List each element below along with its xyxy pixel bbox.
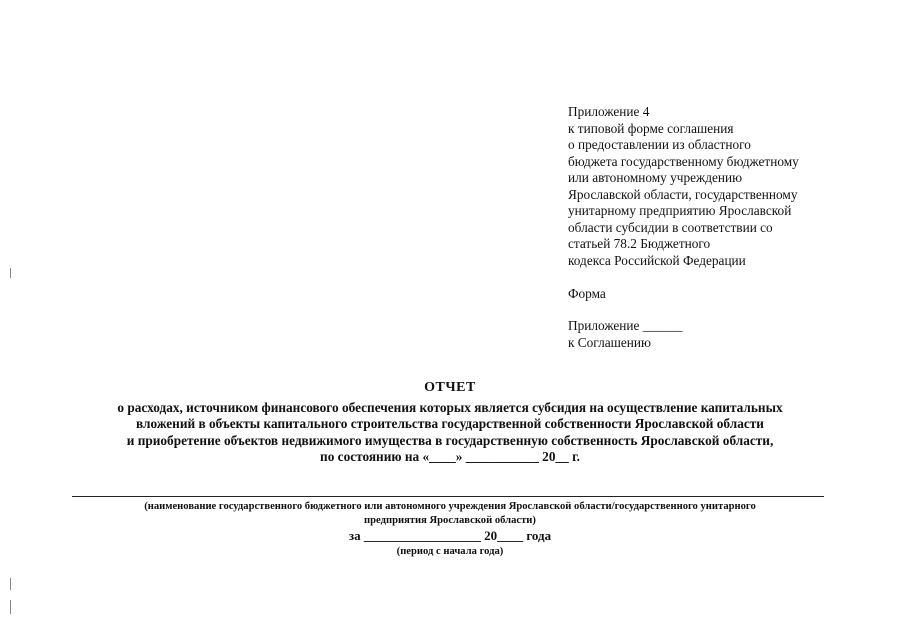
scan-artifact [10, 578, 11, 590]
scan-artifact [10, 268, 11, 278]
institution-caption-line: предприятия Ярославской области) [364, 514, 536, 526]
annex-line: к типовой форме соглашения [568, 120, 734, 136]
annex-line: области субсидии в соответствии со [568, 219, 773, 235]
period-caption: (период с начала года) [396, 546, 504, 557]
report-title-block [40, 380, 860, 466]
annex-line: кодекса Российской Федерации [568, 252, 746, 268]
annex-header [568, 104, 868, 269]
institution-caption [40, 500, 860, 527]
annex-line: Ярославской области, государственному [568, 186, 798, 202]
report-date-line: по состоянию на «____» ___________ 20__ г. [320, 449, 580, 465]
report-subtitle-line: и приобретение объектов недвижимого имущества в государственную собственность Ярославской области, [126, 432, 774, 448]
agreement-line: Приложение ______ [568, 318, 683, 333]
institution-name-rule [72, 496, 824, 497]
form-label: Форма [568, 286, 606, 301]
scan-artifact [10, 600, 11, 614]
report-subtitle-line: о расходах, источником финансового обеспечения которых является субсидия на осуществление капитальных [117, 399, 783, 415]
annex-line: бюджета государственному бюджетному [568, 153, 799, 169]
annex-line: Приложение 4 [568, 104, 650, 119]
institution-caption-line: (наименование государственного бюджетного или автономного учреждения Ярославской области/государственного унитарного [144, 501, 756, 512]
report-subtitle-line: вложений в объекты капитального строительства государственной собственности Ярославской области [136, 416, 764, 432]
period-line: за __________________ 20____ года [348, 528, 552, 543]
annex-line: или автономному учреждению [568, 170, 743, 185]
annex-line: о предоставлении из областного [568, 137, 751, 152]
annex-line: статьей 78.2 Бюджетного [568, 236, 711, 251]
report-title: ОТЧЕТ [424, 380, 476, 395]
annex-line: унитарному предприятию Ярославской [568, 203, 792, 218]
agreement-line: к Соглашению [568, 334, 651, 350]
agreement-reference [568, 318, 683, 351]
